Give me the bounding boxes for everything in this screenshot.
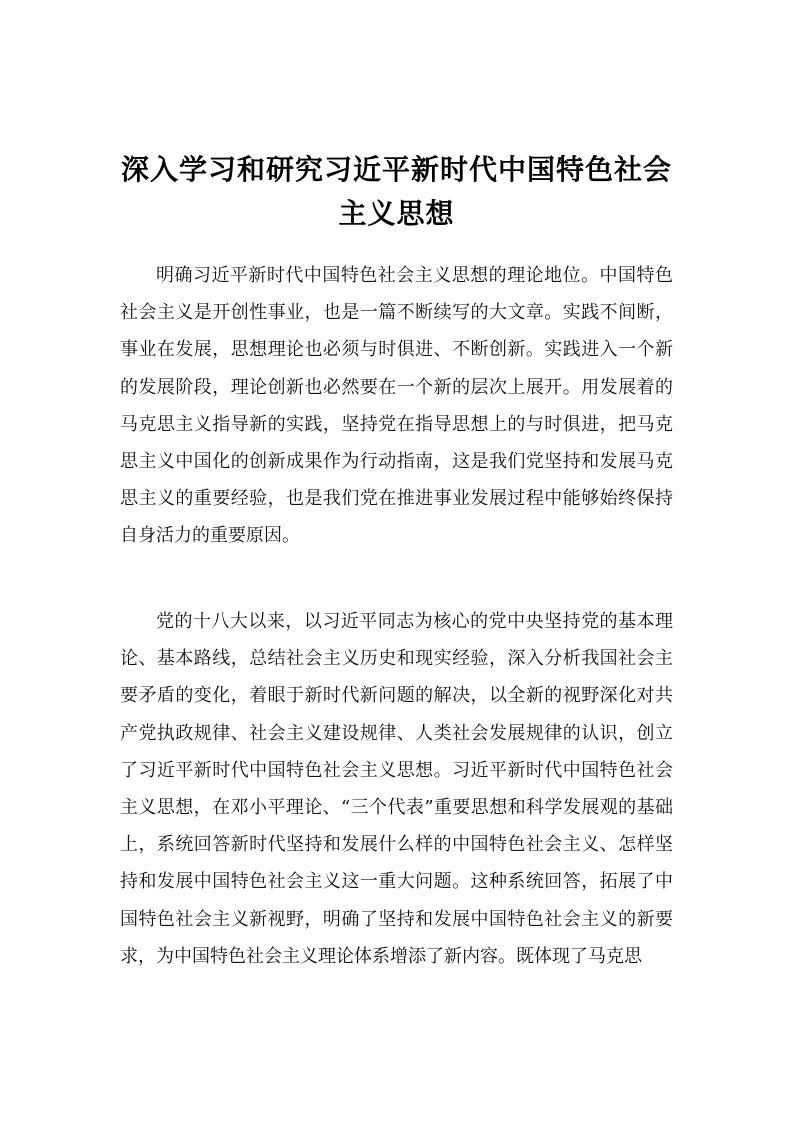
body-paragraph-1: 明确习近平新时代中国特色社会主义思想的理论地位。中国特色社会主义是开创性事业，也是一篇不断续写的大文章。实践不间断，事业在发展，思想理论也必须与时俱进、不断创新。实践进入一个新的发展阶段，理论创新也必然要在一个新的层次上展开。用发展着的马克思主义指导新的实践，坚持党在指导思想上的与时俱进，把马克思主义中国化的创新成果作为行动指南，这是我们党坚持和发展马克思主义的重要经验，也是我们党在推进事业发展过程中能够始终保持自身活力的重要原因。 [120, 265, 673, 547]
document-title: 深入学习和研究习近平新时代中国特色社会主义思想 [120, 153, 672, 230]
body-paragraph-2: 党的十八大以来，以习近平同志为核心的党中央坚持党的基本理论、基本路线，总结社会主义历史和现实经验，深入分析我国社会主要矛盾的变化，着眼于新时代新问题的解决，以全新的视野深化对共产党执政规律、社会主义建设规律、人类社会发展规律的认识，创立了习近平新时代中国特色社会主义思想。习近平新时代中国特色社会主义思想，在邓小平理论、“三个代表”重要思想和科学发展观的基础上，系统回答新时代坚持和发展什么样的中国特色社会主义、怎样坚持和发展中国特色社会主义这一重大问题。这种系统回答，拓展了中国特色社会主义新视野，明确了坚持和发展中国特色社会主义的新要求，为中国特色社会主义理论体系增添了新内容。既体现了马克思 [120, 611, 673, 967]
